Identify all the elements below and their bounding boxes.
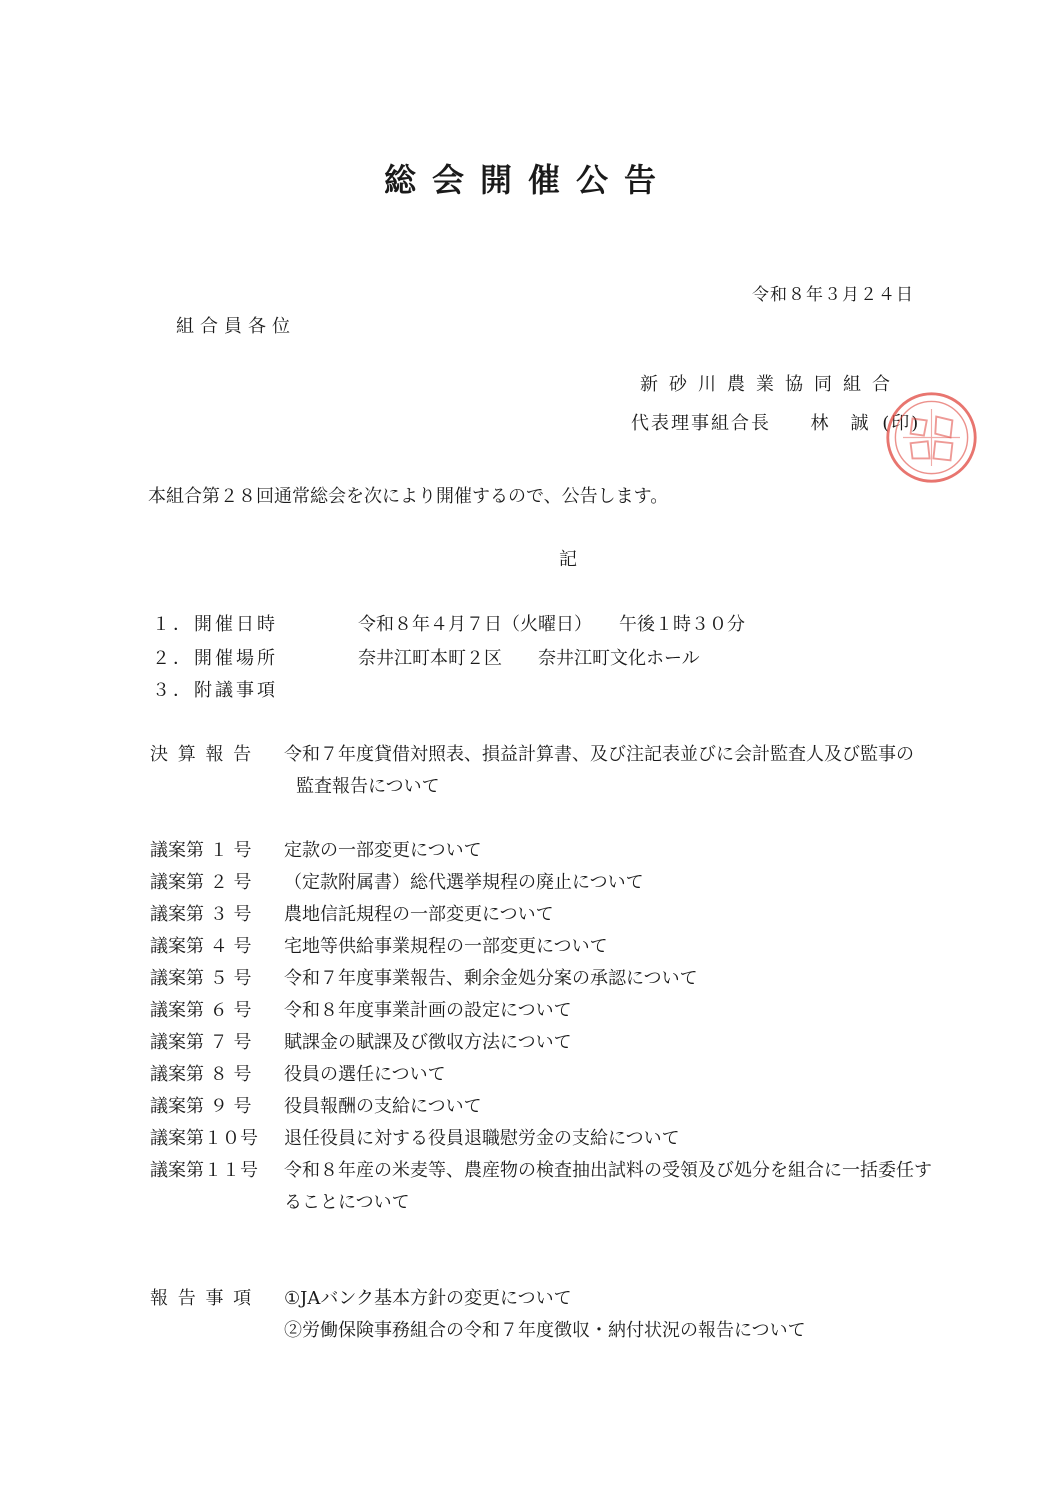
item-value: 令和８年４月７日（火曜日） 午後１時３０分 (358, 614, 745, 635)
issuer-organization: 新砂川農業協同組合 (640, 374, 901, 395)
issuer-representative (631, 409, 920, 435)
agenda-label: 議案第 ２ 号 (150, 872, 252, 893)
addressee: 組合員各位 (176, 316, 296, 337)
agenda-text: 定款の一部変更について (284, 840, 482, 861)
item-value: 奈井江町本町２区 奈井江町文化ホール (358, 648, 700, 669)
notice-date: 令和８年３月２４日 (752, 285, 914, 305)
seal-mark: (印) (882, 413, 921, 434)
agenda-text: 農地信託規程の一部変更について (284, 904, 554, 925)
agenda-text: 宅地等供給事業規程の一部変更について (284, 936, 608, 957)
item-label: ２．開催場所 (152, 648, 278, 669)
agenda-label: 議案第 １ 号 (150, 840, 252, 861)
agenda-text: 令和８年度事業計画の設定について (284, 1000, 572, 1021)
agenda-text: 役員の選任について (284, 1064, 446, 1085)
ki-heading: 記 (559, 549, 577, 570)
item-label: ３．附議事項 (152, 680, 278, 701)
item-label: １．開催日時 (152, 614, 278, 635)
agenda-label: 議案第 ３ 号 (150, 904, 252, 925)
agenda-label: 議案第１１号 (150, 1160, 258, 1181)
representative-title: 代表理事組合長 (631, 413, 771, 434)
agenda-label: 議案第 ４ 号 (150, 936, 252, 957)
agenda-text: 令和８年産の米麦等、農産物の検査抽出試料の受領及び処分を組合に一括委任す (284, 1160, 932, 1181)
representative-name: 林 誠 (810, 413, 871, 434)
report-matter: ②労働保険事務組合の令和７年度徴収・納付状況の報告について (284, 1320, 806, 1341)
intro-statement: 本組合第２８回通常総会を次により開催するので、公告します。 (148, 486, 669, 507)
agenda-label: 議案第 ８ 号 (150, 1064, 252, 1085)
report-matters-label: 報 告 事 項 (150, 1288, 254, 1309)
report-matter: ①JAバンク基本方針の変更について (284, 1288, 572, 1309)
agenda-label: 議案第 ６ 号 (150, 1000, 252, 1021)
agenda-text: 退任役員に対する役員退職慰労金の支給について (284, 1128, 680, 1149)
agenda-text: ることについて (284, 1192, 410, 1213)
financial-report-line2: 監査報告について (296, 776, 440, 797)
agenda-text: 役員報酬の支給について (284, 1096, 482, 1117)
agenda-text: （定款附属書）総代選挙規程の廃止について (284, 872, 644, 893)
agenda-label: 議案第 ９ 号 (150, 1096, 252, 1117)
financial-report-line1: 令和７年度貸借対照表、損益計算書、及び注記表並びに会計監査人及び監事の (284, 744, 914, 765)
agenda-label: 議案第 ７ 号 (150, 1032, 252, 1053)
agenda-label: 議案第１０号 (150, 1128, 258, 1149)
financial-report-label: 決 算 報 告 (150, 744, 254, 765)
agenda-label: 議案第 ５ 号 (150, 968, 252, 989)
agenda-text: 令和７年度事業報告、剰余金処分案の承認について (284, 968, 698, 989)
agenda-text: 賦課金の賦課及び徴収方法について (284, 1032, 572, 1053)
official-seal-icon (884, 390, 979, 485)
notice-title: 総会開催公告 (383, 161, 672, 199)
